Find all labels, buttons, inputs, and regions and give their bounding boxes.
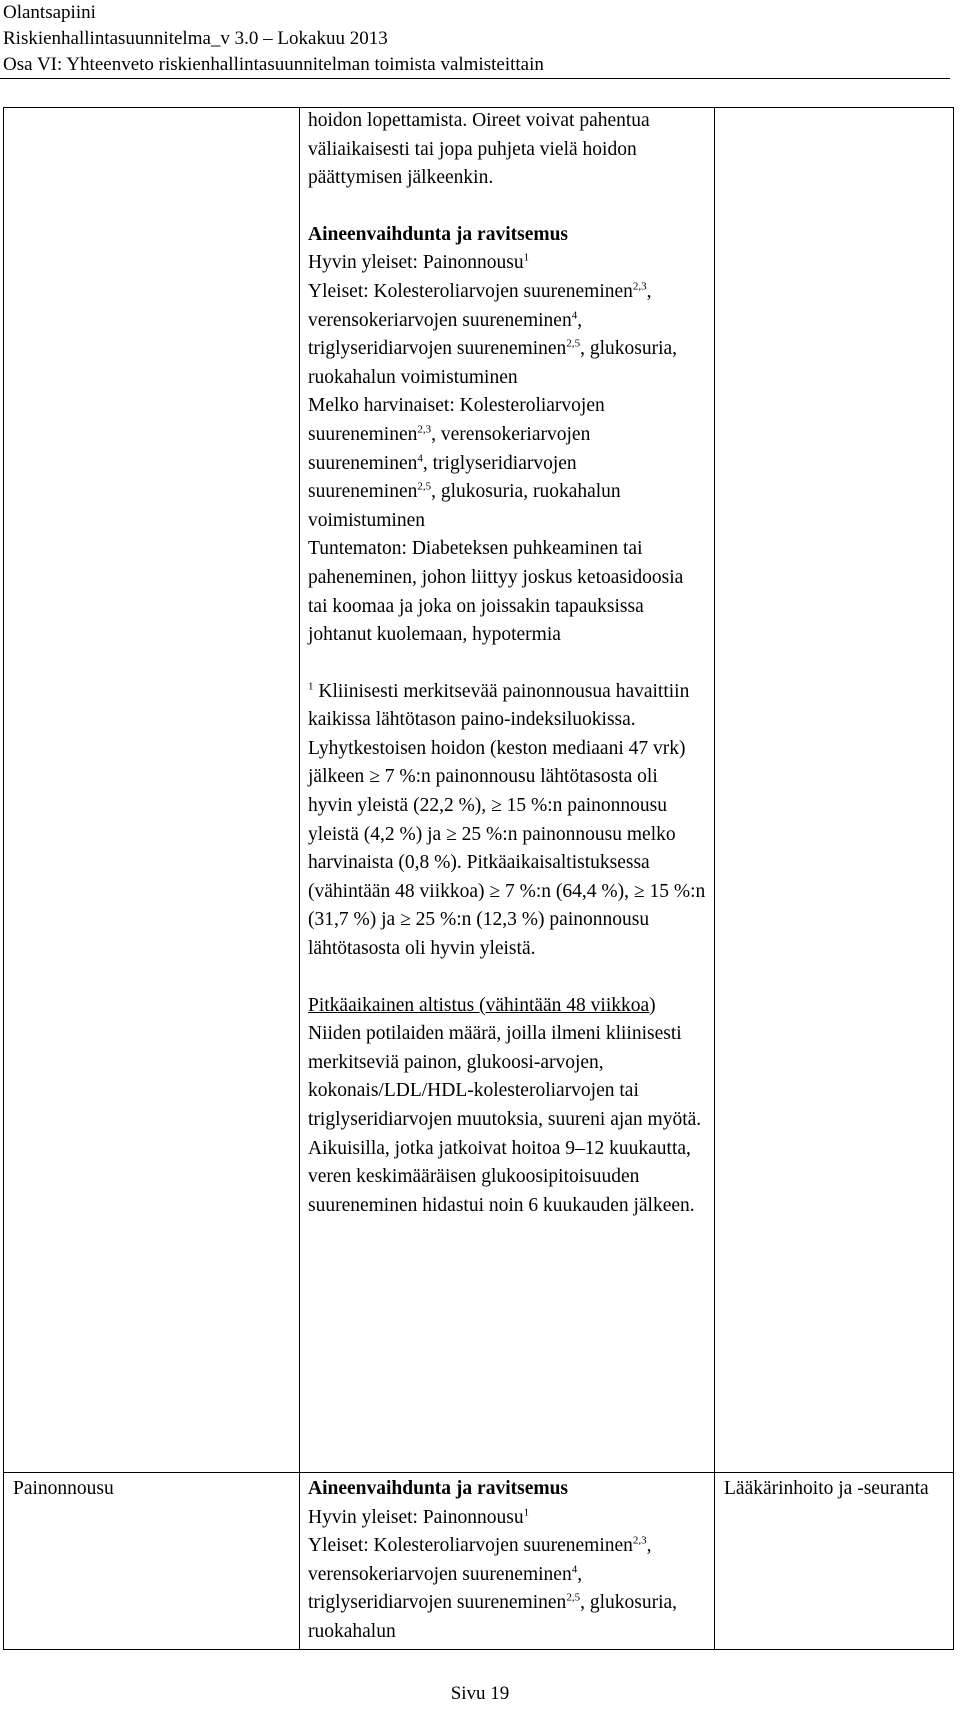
continuation-text: hoidon lopettamista. Oireet voivat pahentua väliaikaisesti tai jopa puhjeta vielä hoidon päättymisen jälkeenkin.: [308, 110, 650, 189]
unknown-frequency-text: Tuntematon: Diabeteksen puhkeaminen tai paheneminen, johon liittyy joskus ketoasidoosia tai koomaa ja joka on joissakin tapauksissa johtanut kuolemaan, hypotermia: [308, 538, 684, 646]
section-title: Osa VI: Yhteenveto riskienhallintasuunnitelman toimista valmisteittain: [3, 54, 544, 75]
details-cell: [300, 108, 715, 1473]
section-heading: Aineenvaihdunta ja ravitsemus: [308, 223, 569, 245]
header-divider: [0, 78, 950, 79]
measures-cell: [715, 1473, 954, 1650]
measures-text: Lääkärinhoito ja -seuranta: [724, 1478, 929, 1499]
document-title: Riskienhallintasuunnitelma_v 3.0 – Lokakuu 2013: [3, 28, 388, 49]
section-heading: Aineenvaihdunta ja ravitsemus: [308, 1478, 569, 1499]
details-cell: [300, 1473, 715, 1650]
measures-cell: [715, 108, 954, 1473]
page-header: [3, 0, 953, 78]
footnote: $^1$ Kliinisesti merkitsevää painonnousua havaittiin kaikissa lähtötason paino-indeksiluokissa. Lyhytkestoisen hoidon (keston mediaani 47 vrk) jälkeen ≥ 7 %:n painonnousu lähtötasosta oli hyvin yleistä (22,2 %), ≥ 15 %:n painonnousu yleistä (4,2 %) ja ≥ 25 %:n painonnousu melko harvinaista (0,8 %). Pitkäaikaisaltistuksessa (vähintään 48 viikkoa) ≥ 7 %:n (64,4 %), ≥ 15 %:n (31,7 %) ja ≥ 25 %:n (12,3 %) painonnousu lähtötasosta oli hyvin yleistä.: [308, 680, 706, 960]
uncommon-text: Melko harvinaiset: Kolesteroliarvojen suureneminen$^{2,3}$, verensokeriarvojen suureneminen$^4$, triglyseridiarvojen suureneminen$^{2,5}$, glukosuria, ruokahalun voimistuminen: [308, 395, 621, 531]
risk-name: Painonnousu: [13, 1478, 114, 1499]
risk-cell: [4, 108, 300, 1473]
very-common-text: Hyvin yleiset: Painonnousu$^1$: [308, 1506, 530, 1528]
page-number: Sivu 19: [450, 1683, 510, 1704]
risk-table: [3, 107, 954, 1650]
table-row: [4, 108, 954, 1473]
company-name: Olantsapiini: [3, 2, 96, 23]
long-term-text: Aikuisilla, jotka jatkoivat hoitoa 9–12 kuukautta, veren keskimääräisen glukoosipitoisuuden suureneminen hidastui noin 6 kuukauden jälkeen.: [308, 1137, 695, 1216]
risk-cell: [4, 1473, 300, 1650]
table-row: [4, 1473, 954, 1650]
long-term-heading: Pitkäaikainen altistus (vähintään 48 viikkoa): [308, 994, 656, 1016]
very-common-text: Hyvin yleiset: Painonnousu$^1$: [308, 251, 530, 274]
common-text: Yleiset: Kolesteroliarvojen suureneminen$^{2,3}$, verensokeriarvojen suureneminen$^4$, triglyseridiarvojen suureneminen$^{2,5}$, glukosuria, ruokahalun: [308, 1534, 678, 1642]
long-term-text: Niiden potilaiden määrä, joilla ilmeni kliinisesti merkitseviä painon, glukoosi-arvojen, kokonais/LDL/HDL-kolesteroliarvojen tai triglyseridiarvojen muutoksia, suureni ajan myötä.: [308, 1023, 702, 1130]
common-text: Yleiset: Kolesteroliarvojen suureneminen$^{2,3}$, verensokeriarvojen suureneminen$^4$, triglyseridiarvojen suureneminen$^{2,5}$, glukosuria, ruokahalun voimistuminen: [308, 280, 678, 388]
